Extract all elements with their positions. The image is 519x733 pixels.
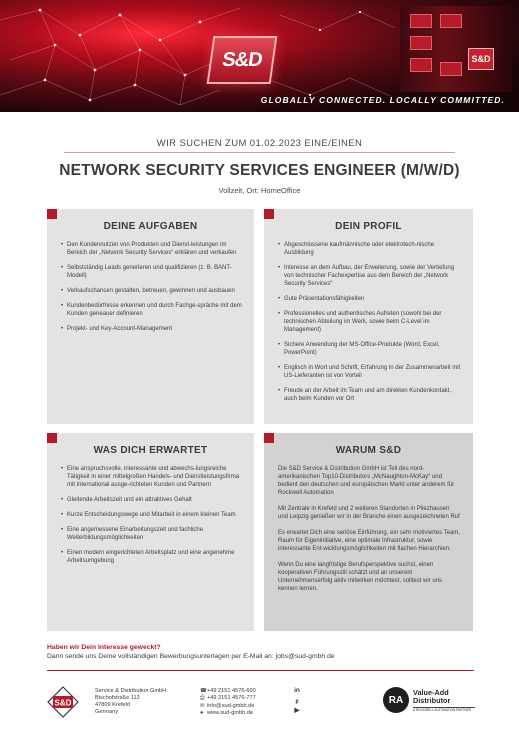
youtube-icon[interactable]: ▶ bbox=[294, 707, 300, 714]
linkedin-icon[interactable]: in bbox=[294, 687, 300, 694]
task-list bbox=[47, 241, 254, 333]
paragraph: Mit Zentrale in Krefeld und 2 weiteren Standorten in Pliezhausen und Leipzig genießen wir in der Branche einen ausgezeichneten Ruf bbox=[278, 506, 460, 520]
list-item: • Projekt- und Key-Account-Management bbox=[61, 325, 242, 333]
list-item: • Kundenbedürfnisse erkennen und durch Fachge-spräche mit dem Kunden geneauer definieren bbox=[61, 302, 242, 318]
email-icon: ✉ bbox=[200, 702, 205, 709]
sd-logo-text: S&D bbox=[54, 698, 72, 708]
list-item: • Professionelles und authentisches Aufreten (sowohl bei der technischen Abteilung im Werk, sowie beim C-Level im Management) bbox=[278, 310, 461, 334]
sd-logo bbox=[47, 686, 79, 718]
social-icons bbox=[292, 686, 302, 716]
paragraph: Es erwartet Dich eine seriöse Einführung, ein sehr motiviertes Team, Raum für Eigeninitiative, eine optimale Infrastruktur, sowie interessante Ent-wicklungsmöglichkeiten mit flachen Hierarchien. bbox=[278, 530, 460, 552]
hero-sd-logo: S&D bbox=[207, 36, 278, 84]
partner-line: Distributor bbox=[413, 696, 451, 705]
list-item: • Den Kundennutzen von Produkten und Dienst-leistungen im Bereich der „Network Security Services“ erklären und verkaufen bbox=[61, 241, 242, 257]
phone-number[interactable]: +49 2151 4576-600 bbox=[207, 688, 256, 694]
section-title: WARUM S&D bbox=[335, 445, 402, 456]
address-line: Germany bbox=[95, 709, 119, 715]
list-item: • Verkaufschancen gestalten, betreuen, gewinnen und ausbauen bbox=[61, 287, 242, 295]
list-item: • Einen modern eingerichteten Arbeitsplatz und eine angenehme Arbeitsumgebung bbox=[61, 549, 242, 565]
section-was-dich-erwartet bbox=[47, 433, 254, 631]
address-line: Service & Distribution GmbH bbox=[95, 688, 167, 694]
partner-line: Value-Add bbox=[413, 688, 449, 697]
list-item: • Freude an der Arbeit im Team und am direkten Kundenkontakt, auch beim Kunden vor Ort bbox=[278, 387, 461, 403]
partner-subline: A ROCKWELL AUTOMATION PARTNER bbox=[413, 707, 475, 713]
list-item: • Selbstständig Leads generieren und qualifizieren (z. B. BANT-Modell) bbox=[61, 264, 242, 280]
phone-icon: ☎ bbox=[200, 688, 207, 694]
list-item: • Gute Präsentationsfähigkeiten bbox=[278, 295, 461, 303]
hero-banner bbox=[0, 0, 519, 112]
address-line: 47809 Krefeld bbox=[95, 702, 130, 708]
section-marker bbox=[264, 209, 274, 219]
hero-tagline: GLOBALLY CONNECTED. LOCALLY COMMITTED. bbox=[260, 95, 505, 105]
paragraph: Wenn Du eine langfristige Berufsperspektive suchst, einen kooperativen Führungsstil schätzt und an unserem Unternehmenserfolg aktiv mitwirken möchtest, solltest wir uns kennen lernen. bbox=[278, 562, 443, 592]
search-date-line: WIR SUCHEN ZUM 01.02.2023 EINE/EINEN bbox=[156, 138, 363, 149]
section-title: WAS DICH ERWARTET bbox=[93, 445, 208, 456]
hero-badge-logo: S&D bbox=[468, 48, 494, 70]
header-divider bbox=[64, 152, 455, 153]
section-marker bbox=[47, 433, 57, 443]
company-address bbox=[95, 688, 166, 716]
fax-icon: ⎙ bbox=[200, 695, 205, 702]
job-meta: Vollzeit, Ort: HomeOffice bbox=[218, 186, 301, 195]
contact-block bbox=[200, 688, 256, 718]
email-link[interactable]: info@sud-gmbh.de bbox=[207, 702, 255, 709]
list-item: • Sichere Anwendung der MS-Office-Produkte (Word, Excel, PowerPoint) bbox=[278, 341, 461, 357]
address-line: Bischofstraße 113 bbox=[95, 695, 140, 701]
partner-label bbox=[413, 689, 475, 713]
section-marker bbox=[264, 433, 274, 443]
section-title: DEINE AUFGABEN bbox=[103, 221, 198, 232]
server-rack-graphic bbox=[400, 6, 512, 92]
list-item: • Interesse an dem Aufbau, der Erweiterung, sowie der Vertiefung von technischer Fachexpertise aus dem Bereich der „Network Security Services“ bbox=[278, 264, 461, 288]
footer-divider bbox=[47, 670, 474, 671]
list-item: • Englisch in Wort und Schrift, Erfahrung in der Zusammenarbeit mit US-Lieferanten ist von Vorteil bbox=[278, 364, 461, 380]
job-title: NETWORK SECURITY SERVICES ENGINEER (M/W/D) bbox=[59, 162, 460, 179]
web-link[interactable]: www.sud-gmbh.de bbox=[207, 710, 254, 717]
xing-icon[interactable]: 𝓏 bbox=[295, 697, 299, 704]
list-item: • Eine angemessene Einarbeitungszeit und fachliche Weiterbildungsmöglichkeiten bbox=[61, 526, 242, 542]
list-item: • Kurze Entscheidungswege und Mitarbeit in einem kleinen Team bbox=[61, 511, 242, 519]
paragraph: Die S&D Service & Distribution GmbH ist Teil des nord-amerikanischen Top10-Distributors „McNaughton-McKay“ und bedient den deutschen und europäischen Markt unter anderem für Rockwell Automation bbox=[278, 466, 455, 496]
section-warum-sd bbox=[264, 433, 473, 631]
cta-text: Dann sende uns Deine vollständigen Bewerbungsunterlagen per E-Mail an: jobs@sud-gmbh.de bbox=[47, 653, 335, 660]
list-item: • Abgeschlossene kaufmännische oder elektrotech-nische Ausbildung bbox=[278, 241, 461, 257]
benefit-list bbox=[47, 465, 254, 565]
rockwell-partner-logo: RA bbox=[383, 687, 409, 713]
list-item: • Eine anspruchsvolle, interessante und abwechs-lungsreiche Tätigkeit in einer mittelgroßen Handels- und Dienstleistungsfirma mit international ausge-richteten Kunden und Partnern bbox=[61, 465, 242, 489]
cta-headline: Haben wir Dein Interesse geweckt? bbox=[47, 644, 161, 651]
section-dein-profil bbox=[264, 209, 473, 424]
section-deine-aufgaben bbox=[47, 209, 254, 424]
web-icon: ● bbox=[200, 710, 204, 717]
list-item: • Gleitende Arbeitszeit und ein attraktives Gehalt bbox=[61, 496, 242, 504]
fax-number: +49 2151 4576-777 bbox=[207, 695, 256, 702]
section-title: DEIN PROFIL bbox=[335, 221, 402, 232]
profile-list bbox=[264, 241, 473, 403]
section-marker bbox=[47, 209, 57, 219]
